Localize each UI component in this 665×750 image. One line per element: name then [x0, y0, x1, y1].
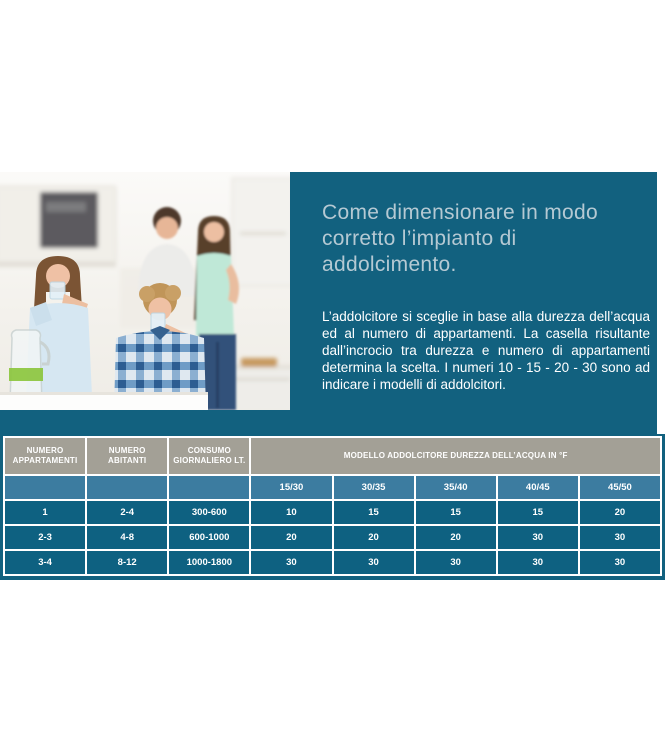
cell-model: 10 [251, 501, 331, 524]
cell-apartments: 1 [5, 501, 85, 524]
cell-model: 15 [334, 501, 414, 524]
cell-model: 15 [498, 501, 578, 524]
cell-model: 30 [498, 551, 578, 574]
cell-model: 30 [580, 551, 660, 574]
cell-consumption: 600-1000 [169, 526, 249, 549]
cell-model: 30 [416, 551, 496, 574]
cell-consumption: 300-600 [169, 501, 249, 524]
subheader-empty-cell [87, 476, 167, 499]
cell-model: 30 [498, 526, 578, 549]
col-header-inhabitants: NUMERO ABITANTI [87, 438, 167, 474]
cell-consumption: 1000-1800 [169, 551, 249, 574]
group-header-model-hardness: MODELLO ADDOLCITORE DUREZZA DELL’ACQUA IN °F [251, 438, 660, 474]
subheader-empty-cell [5, 476, 85, 499]
intro-panel-content [322, 200, 650, 393]
col-header-apartments: NUMERO APPARTAMENTI [5, 438, 85, 474]
cell-inhabitants: 2-4 [87, 501, 167, 524]
sizing-table [0, 434, 665, 580]
cell-apartments: 2-3 [5, 526, 85, 549]
cell-model: 15 [416, 501, 496, 524]
subheader-empty-cell [169, 476, 249, 499]
cell-model: 20 [580, 501, 660, 524]
cell-model: 20 [416, 526, 496, 549]
cell-model: 20 [251, 526, 331, 549]
cell-inhabitants: 4-8 [87, 526, 167, 549]
hardness-col-45-50: 45/50 [580, 476, 660, 499]
sizing-table-grid [3, 436, 662, 576]
col-header-consumption: CONSUMO GIORNALIERO LT. [169, 438, 249, 474]
kitchen-counter [0, 392, 208, 410]
family-kitchen-photo-illustration [0, 172, 290, 410]
page-title-line1: Come dimensionare in modo [322, 201, 598, 224]
hardness-col-35-40: 35/40 [416, 476, 496, 499]
family-kitchen-photo [0, 172, 290, 410]
cell-inhabitants: 8-12 [87, 551, 167, 574]
intro-paragraph: L’addolcitore si sceglie in base alla durezza dell’acqua ed al numero di appartamenti. La casella risultante dall’incrocio tra durezza e numero di appartamenti determina la scelta. I numeri 10 - 15 - 20 - 30 sono ad indicare i modelli di addolcitori. [322, 309, 650, 392]
hardness-col-15-30: 15/30 [251, 476, 331, 499]
cell-apartments: 3-4 [5, 551, 85, 574]
page-title [322, 200, 650, 278]
cell-model: 30 [251, 551, 331, 574]
hardness-col-40-45: 40/45 [498, 476, 578, 499]
cell-model: 30 [334, 551, 414, 574]
hardness-col-30-35: 30/35 [334, 476, 414, 499]
cell-model: 30 [580, 526, 660, 549]
cell-model: 20 [334, 526, 414, 549]
page-title-line2: corretto l’impianto di addolcimento. [322, 227, 517, 276]
